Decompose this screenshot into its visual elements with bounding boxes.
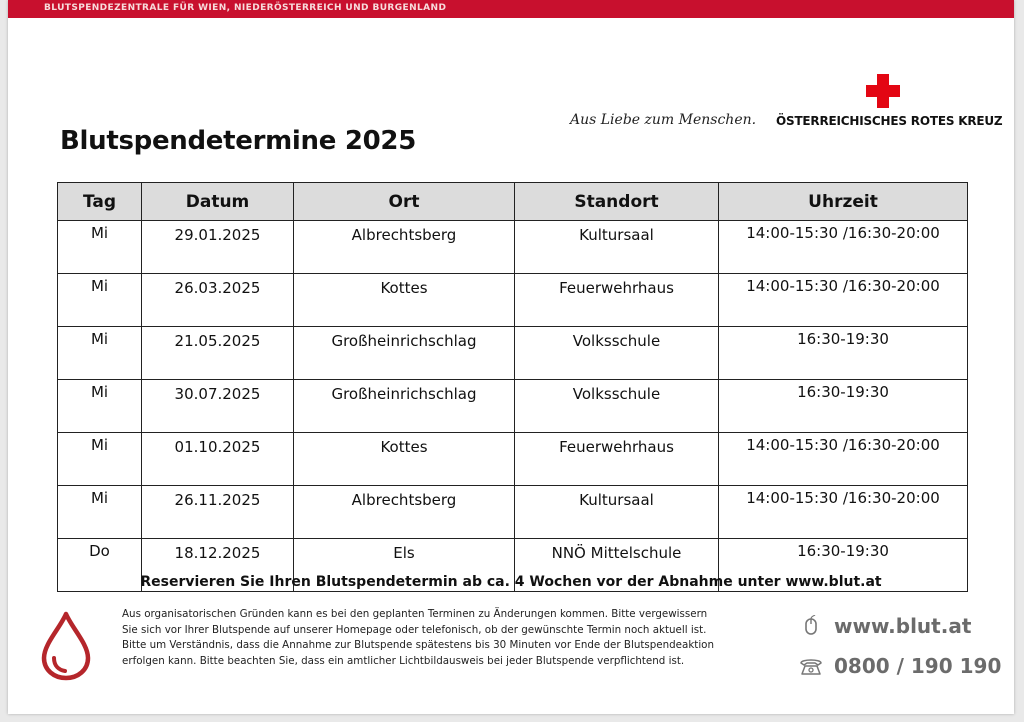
reservation-note: Reservieren Sie Ihren Blutspendetermin ab ca. 4 Wochen vor der Abnahme unter www.blut.at <box>140 574 882 590</box>
cell-uhrzeit: 14:00-15:30 /16:30-20:00 <box>719 221 968 274</box>
blood-drop-icon <box>38 610 94 682</box>
cell-standort: Kultursaal <box>515 486 719 539</box>
website-link[interactable]: www.blut.at <box>834 614 972 638</box>
header-standort: Standort <box>515 183 719 221</box>
table-row <box>58 221 968 274</box>
cell-uhrzeit: 16:30-19:30 <box>719 327 968 380</box>
cell-datum: 21.05.2025 <box>142 327 294 380</box>
cell-tag: Mi <box>58 486 142 539</box>
disclaimer-line: Bitte um Verständnis, dass die Annahme zur Blutspende spätestens bis 30 Minuten vor Ende der Blutspendeaktion <box>122 639 715 652</box>
cell-uhrzeit: 16:30-19:30 <box>719 380 968 433</box>
cell-ort: Großheinrichschlag <box>294 327 515 380</box>
table-row <box>58 274 968 327</box>
banner-text: BLUTSPENDEZENTRALE FÜR WIEN, NIEDERÖSTERREICH UND BURGENLAND <box>44 3 447 13</box>
red-cross-icon <box>866 74 900 108</box>
disclaimer-line: Sie sich vor Ihrer Blutspende auf unserer Homepage oder telefonisch, ob der gewünschte Termin noch aktuell ist. <box>122 623 707 636</box>
cell-ort: Albrechtsberg <box>294 486 515 539</box>
disclaimer-line: Aus organisatorischen Gründen kann es bei den geplanten Terminen zu Änderungen kommen. Bitte vergewissern <box>122 608 708 620</box>
table-row <box>58 486 968 539</box>
cell-ort: Kottes <box>294 433 515 486</box>
schedule-table <box>57 182 968 592</box>
slogan: Aus Liebe zum Menschen. <box>570 112 757 128</box>
cell-ort: Kottes <box>294 274 515 327</box>
cell-uhrzeit: 16:30-19:30 <box>719 539 968 592</box>
disclaimer-text <box>122 607 762 669</box>
cell-tag: Mi <box>58 380 142 433</box>
cell-datum: 18.12.2025 <box>142 539 294 592</box>
cell-datum: 01.10.2025 <box>142 433 294 486</box>
cell-standort: Volksschule <box>515 327 719 380</box>
cell-datum: 26.11.2025 <box>142 486 294 539</box>
flyer-page <box>8 0 1014 714</box>
cell-standort: Volksschule <box>515 380 719 433</box>
cell-datum: 26.03.2025 <box>142 274 294 327</box>
header-uhrzeit: Uhrzeit <box>719 183 968 221</box>
top-banner <box>8 0 1014 18</box>
header-ort: Ort <box>294 183 515 221</box>
header-tag: Tag <box>58 183 142 221</box>
cell-ort: Els <box>294 539 515 592</box>
cell-tag: Mi <box>58 221 142 274</box>
header-datum: Datum <box>142 183 294 221</box>
cell-standort: Feuerwehrhaus <box>515 274 719 327</box>
cell-standort: NNÖ Mittelschule <box>515 539 719 592</box>
cell-tag: Mi <box>58 433 142 486</box>
cell-uhrzeit: 14:00-15:30 /16:30-20:00 <box>719 486 968 539</box>
page-title: Blutspendetermine 2025 <box>60 126 416 156</box>
table-row <box>58 327 968 380</box>
cell-standort: Kultursaal <box>515 221 719 274</box>
cell-standort: Feuerwehrhaus <box>515 433 719 486</box>
cell-tag: Mi <box>58 274 142 327</box>
cell-tag: Do <box>58 539 142 592</box>
table-header-row <box>58 183 968 221</box>
mouse-icon <box>798 615 824 637</box>
disclaimer-line: erfolgen kann. Bitte beachten Sie, dass ein amtlicher Lichtbildausweis bei jeder Blutspende verpflichtend ist. <box>122 654 685 667</box>
phone-number[interactable]: 0800 / 190 190 <box>834 654 1002 678</box>
cell-datum: 29.01.2025 <box>142 221 294 274</box>
cell-datum: 30.07.2025 <box>142 380 294 433</box>
cell-uhrzeit: 14:00-15:30 /16:30-20:00 <box>719 274 968 327</box>
cell-ort: Albrechtsberg <box>294 221 515 274</box>
cell-uhrzeit: 14:00-15:30 /16:30-20:00 <box>719 433 968 486</box>
phone-icon <box>798 655 824 677</box>
cell-ort: Großheinrichschlag <box>294 380 515 433</box>
cell-tag: Mi <box>58 327 142 380</box>
phone-contact <box>798 654 1001 678</box>
website-contact <box>798 614 971 638</box>
organization-name: ÖSTERREICHISCHES ROTES KREUZ <box>776 114 1003 128</box>
table-row <box>58 433 968 486</box>
table-row <box>58 380 968 433</box>
